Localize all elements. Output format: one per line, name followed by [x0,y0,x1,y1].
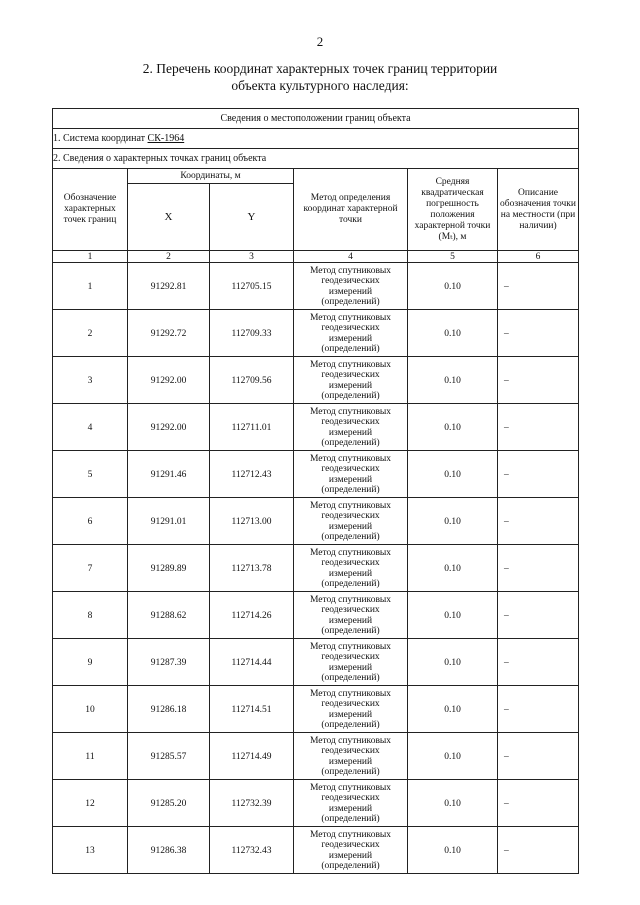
method-line: Метод спутниковых [309,547,392,558]
table-row [53,357,579,404]
method-line: (определений) [321,626,380,636]
error-value: 0.10 [408,451,498,498]
error-value: 0.10 [408,263,498,310]
document-title [0,60,640,94]
coordinate-y: 112709.56 [210,357,294,404]
method-line: измерений [328,709,373,720]
method-line: геодезических [321,699,380,709]
method-line: измерений [328,380,373,391]
method-line: измерений [328,850,373,861]
point-number: 4 [53,404,128,451]
table-row [53,686,579,733]
error-value: 0.10 [408,592,498,639]
method-line: измерений [328,756,373,767]
coordinates-table [52,108,579,874]
method-line: (определений) [321,579,380,589]
description-value: – [498,498,579,545]
method-line: (определений) [321,814,380,824]
header-method: Метод определения координат характерной точки [294,169,408,251]
coordinate-y: 112705.15 [210,263,294,310]
method-line: Метод спутниковых [309,735,392,746]
point-number: 13 [53,827,128,874]
coordinate-x: 91286.18 [128,686,210,733]
table-row [53,733,579,780]
method-line: измерений [328,333,373,344]
column-number: 1 [53,251,128,263]
method-cell [294,498,408,545]
method-line: измерений [328,286,373,297]
point-number: 1 [53,263,128,310]
header-y: Y [210,184,294,251]
method-line: Метод спутниковых [309,641,392,652]
description-value: – [498,310,579,357]
point-number: 3 [53,357,128,404]
method-cell [294,733,408,780]
method-cell [294,357,408,404]
column-number: 5 [408,251,498,263]
method-line: (определений) [321,720,380,730]
method-line: Метод спутниковых [309,500,392,511]
description-value: – [498,686,579,733]
method-cell [294,263,408,310]
method-line: геодезических [321,276,380,286]
method-cell [294,404,408,451]
method-cell [294,686,408,733]
description-value: – [498,357,579,404]
method-line: Метод спутниковых [309,594,392,605]
error-value: 0.10 [408,639,498,686]
coordinate-system-value: СК-1964 [147,133,185,144]
method-cell [294,310,408,357]
coordinate-x: 91289.89 [128,545,210,592]
method-line: (определений) [321,391,380,401]
method-line: (определений) [321,438,380,448]
coordinate-y: 112709.33 [210,310,294,357]
table-row [53,592,579,639]
coordinate-y: 112713.00 [210,498,294,545]
method-line: (определений) [321,673,380,683]
coordinate-x: 91286.38 [128,827,210,874]
title-line-1: 2. Перечень координат характерных точек границ территории [142,61,498,76]
method-line: (определений) [321,297,380,307]
method-line: (определений) [321,485,380,495]
method-line: (определений) [321,344,380,354]
point-number: 9 [53,639,128,686]
method-cell [294,592,408,639]
method-line: Метод спутниковых [309,688,392,699]
description-value: – [498,827,579,874]
coordinate-y: 112711.01 [210,404,294,451]
header-point: Обозначение характерных точек границ [53,169,128,251]
table-row [53,310,579,357]
point-number: 6 [53,498,128,545]
method-line: измерений [328,474,373,485]
method-cell [294,451,408,498]
error-value: 0.10 [408,310,498,357]
point-number: 12 [53,780,128,827]
error-value: 0.10 [408,357,498,404]
coordinate-system [53,129,579,149]
method-line: Метод спутниковых [309,782,392,793]
method-line: геодезических [321,464,380,474]
column-number: 3 [210,251,294,263]
column-number: 6 [498,251,579,263]
description-value: – [498,639,579,686]
error-value: 0.10 [408,404,498,451]
method-line: геодезических [321,558,380,568]
description-value: – [498,545,579,592]
page-number: 2 [316,34,324,49]
coordinate-y: 112714.49 [210,733,294,780]
coordinate-x: 91288.62 [128,592,210,639]
error-value: 0.10 [408,498,498,545]
description-value: – [498,780,579,827]
column-number: 2 [128,251,210,263]
method-line: геодезических [321,746,380,756]
description-value: – [498,263,579,310]
method-line: геодезических [321,605,380,615]
coordinate-x: 91292.81 [128,263,210,310]
error-value: 0.10 [408,733,498,780]
description-value: – [498,404,579,451]
method-line: измерений [328,615,373,626]
method-line: геодезических [321,323,380,333]
coordinate-y: 112714.26 [210,592,294,639]
method-line: измерений [328,803,373,814]
method-line: измерений [328,568,373,579]
description-value: – [498,451,579,498]
point-number: 11 [53,733,128,780]
description-value: – [498,733,579,780]
coordinate-x: 91287.39 [128,639,210,686]
method-cell [294,639,408,686]
error-value: 0.10 [408,686,498,733]
method-line: Метод спутниковых [309,829,392,840]
table-row [53,545,579,592]
coordinate-x: 91285.20 [128,780,210,827]
section-header: Сведения о местоположении границ объекта [53,109,579,129]
error-value: 0.10 [408,780,498,827]
method-line: Метод спутниковых [309,312,392,323]
coordinate-y: 112713.78 [210,545,294,592]
method-line: геодезических [321,511,380,521]
method-line: геодезических [321,840,380,850]
table-row [53,451,579,498]
coordinate-y: 112732.39 [210,780,294,827]
error-value: 0.10 [408,827,498,874]
coordinate-x: 91292.00 [128,357,210,404]
table-row [53,498,579,545]
coordinate-x: 91291.01 [128,498,210,545]
method-line: геодезических [321,652,380,662]
header-error: Средняя квадратическая погрешность положения характерной точки (Mₜ), м [408,169,498,251]
method-line: измерений [328,427,373,438]
coordinate-x: 91292.00 [128,404,210,451]
table-row [53,827,579,874]
point-number: 10 [53,686,128,733]
point-number: 2 [53,310,128,357]
coordinate-system-label: 1. Система координат [53,133,148,144]
method-line: геодезических [321,417,380,427]
point-number: 5 [53,451,128,498]
coordinate-y: 112712.43 [210,451,294,498]
coordinate-y: 112714.51 [210,686,294,733]
coordinate-x: 91291.46 [128,451,210,498]
method-line: геодезических [321,370,380,380]
table-row [53,639,579,686]
points-header: 2. Сведения о характерных точках границ объекта [53,149,579,169]
method-line: (определений) [321,532,380,542]
method-line: измерений [328,662,373,673]
coordinate-y: 112714.44 [210,639,294,686]
point-number: 7 [53,545,128,592]
coordinate-x: 91285.57 [128,733,210,780]
table-row [53,404,579,451]
table-row [53,780,579,827]
title-line-2: объекта культурного наследия: [231,78,409,93]
point-number: 8 [53,592,128,639]
header-description: Описание обозначения точки на местности (при наличии) [498,169,579,251]
method-line: Метод спутниковых [309,265,392,276]
method-line: геодезических [321,793,380,803]
method-line: (определений) [321,861,380,871]
column-number-row [53,251,579,263]
table-row [53,263,579,310]
error-value: 0.10 [408,545,498,592]
header-x: X [128,184,210,251]
header-coordinates: Координаты, м [128,169,294,184]
method-line: Метод спутниковых [309,406,392,417]
method-line: измерений [328,521,373,532]
coordinate-x: 91292.72 [128,310,210,357]
description-value: – [498,592,579,639]
method-cell [294,827,408,874]
method-line: (определений) [321,767,380,777]
coordinate-y: 112732.43 [210,827,294,874]
method-line: Метод спутниковых [309,359,392,370]
column-number: 4 [294,251,408,263]
method-line: Метод спутниковых [309,453,392,464]
method-cell [294,545,408,592]
method-cell [294,780,408,827]
